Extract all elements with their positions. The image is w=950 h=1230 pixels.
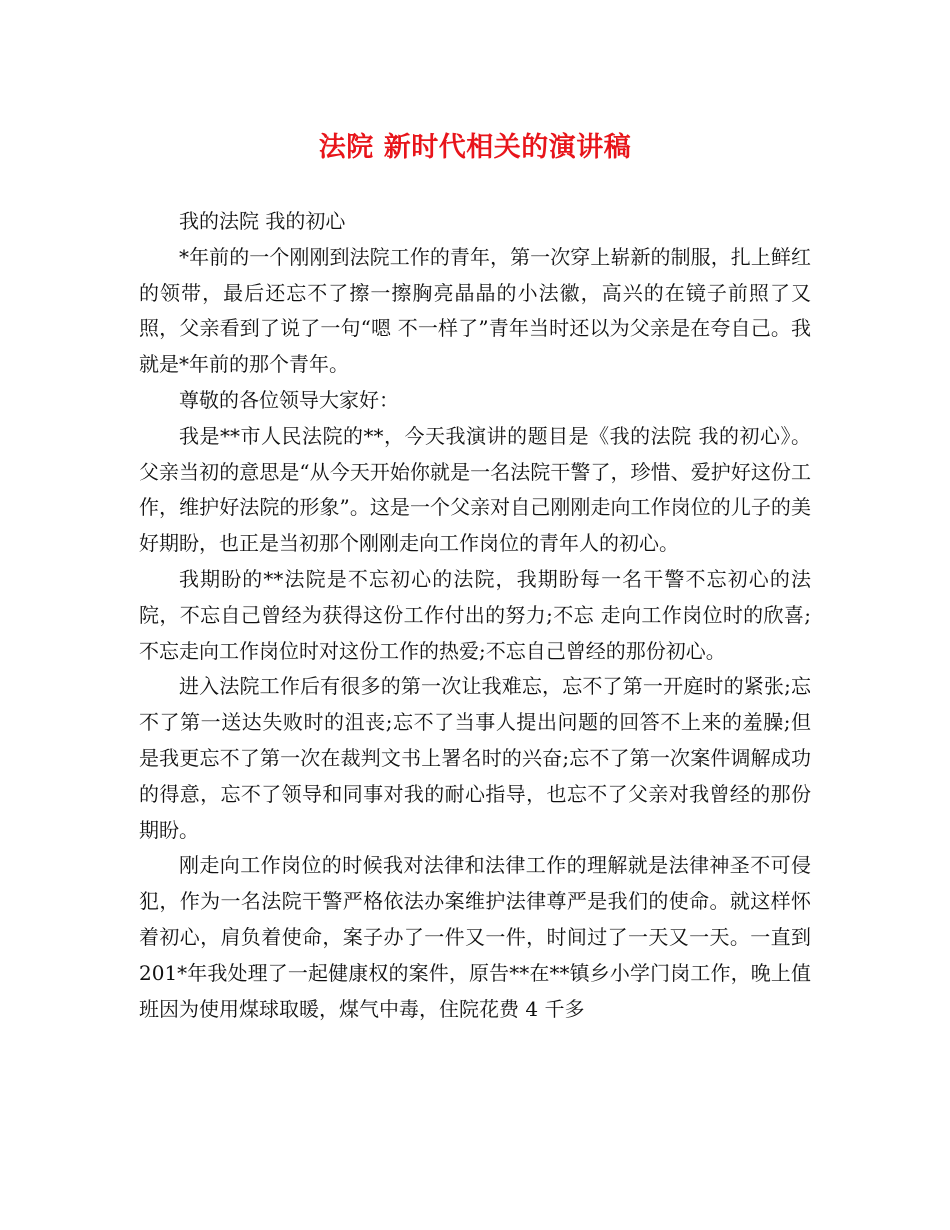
- paragraph: 进入法院工作后有很多的第一次让我难忘，忘不了第一开庭时的紧张;忘不了第一送达失败时的沮丧;忘不了当事人提出问题的回答不上来的羞臊;但是我更忘不了第一次在裁判文书上署名时的兴奋;忘不了第一次案件调解成功的得意，忘不了领导和同事对我的耐心指导，也忘不了父亲对我曾经的那份期盼。: [139, 674, 811, 842]
- paragraph: 刚走向工作岗位的时候我对法律和法律工作的理解就是法律神圣不可侵犯，作为一名法院干警严格依法办案维护法律尊严是我们的使命。就这样怀着初心，肩负着使命，案子办了一件又一件，时间过了一天又一天。一直到201*年我处理了一起健康权的案件，原告**在**镇乡小学门岗工作，晚上值班因为使用煤球取暖，煤气中毒，住院花费 4 千多: [139, 853, 811, 1021]
- paragraph: *年前的一个刚刚到法院工作的青年，第一次穿上崭新的制服，扎上鲜红的领带，最后还忘不了擦一擦胸亮晶晶的小法徽，高兴的在镜子前照了又照，父亲看到了说了一句“嗯 不一样了”青年当时还以为父亲是在夸自己。我就是*年前的那个青年。: [139, 244, 811, 377]
- paragraph-greeting: 尊敬的各位领导大家好：: [179, 387, 399, 412]
- document-body: [139, 204, 811, 1027]
- paragraph: 我是**市人民法院的**，今天我演讲的题目是《我的法院 我的初心》。父亲当初的意思是“从今天开始你就是一名法院干警了，珍惜、爱护好这份工作，维护好法院的形象”。这是一个父亲对自己刚刚走向工作岗位的儿子的美好期盼，也正是当初那个刚刚走向工作岗位的青年人的初心。: [139, 423, 811, 556]
- paragraph-subtitle: 我的法院 我的初心: [179, 209, 346, 233]
- paragraph: 我期盼的**法院是不忘初心的法院，我期盼每一名干警不忘初心的法院，不忘自己曾经为获得这份工作付出的努力;不忘 走向工作岗位时的欣喜;不忘走向工作岗位时对这份工作的热爱;不忘自己曾经的那份初心。: [139, 566, 811, 663]
- document-title: 法院 新时代相关的演讲稿: [318, 132, 632, 163]
